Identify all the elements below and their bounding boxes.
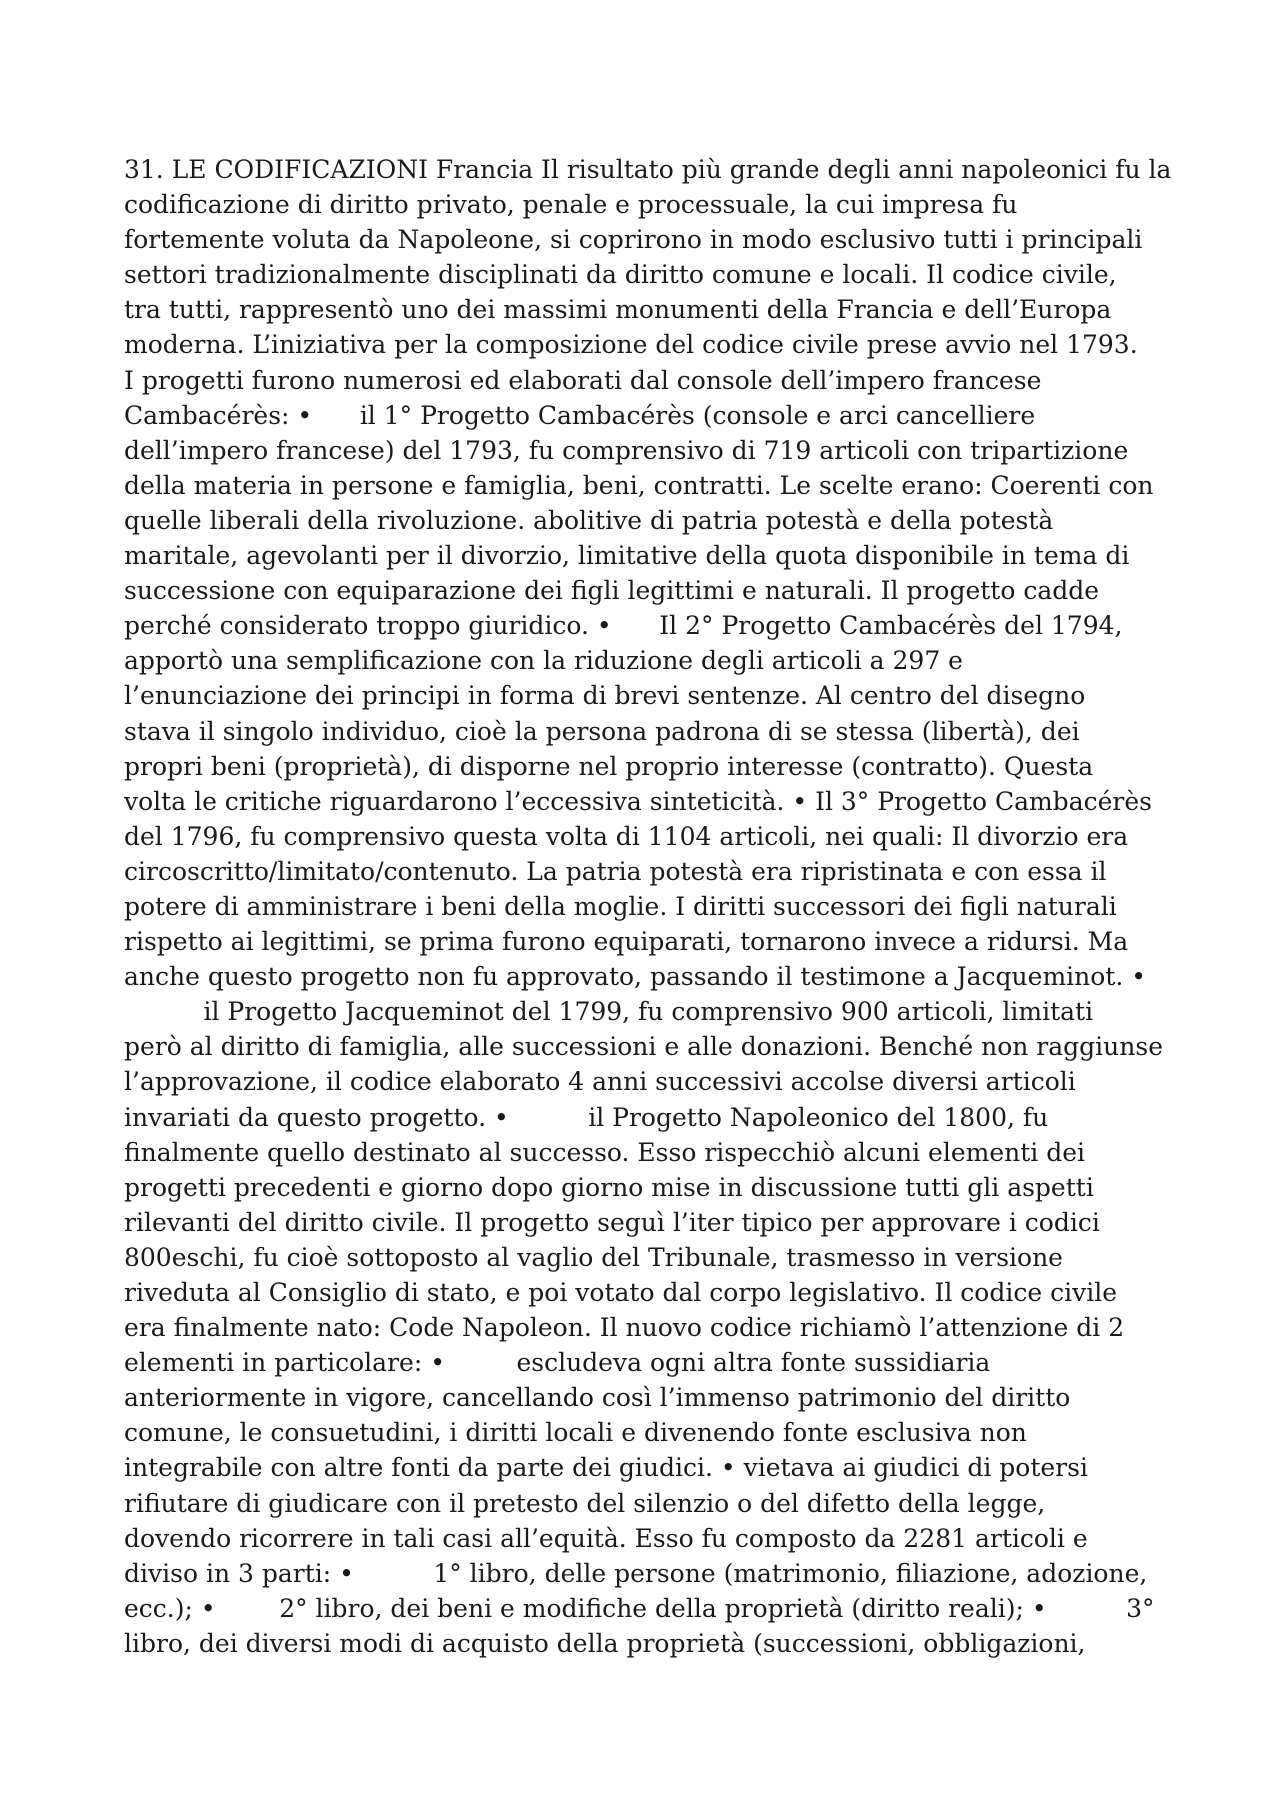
text-line-43: libro, dei diversi modi di acquisto della proprietà (successioni, obbligazioni, xyxy=(124,1628,1086,1658)
text-line-38: integrabile con altre fonti da parte dei giudici. • vietava ai giudici di potersi xyxy=(124,1453,1088,1483)
text-line-12: maritale, agevolanti per il divorzio, limitative della quota disponibile in tema di xyxy=(124,541,1130,571)
text-line-25: il Progetto Jacqueminot del 1799, fu comprensivo 900 articoli, limitati xyxy=(124,997,1094,1027)
text-line-4: settori tradizionalmente disciplinati da diritto comune e locali. Il codice civile, xyxy=(124,260,1117,290)
text-line-20: del 1796, fu comprensivo questa volta di 1104 articoli, nei quali: Il divorzio era xyxy=(124,821,1129,851)
text-line-2: codificazione di diritto privato, penale e processuale, la cui impresa fu xyxy=(124,190,1018,220)
text-line-40: dovendo ricorrere in tali casi all’equità. Esso fu composto da 2281 articoli e xyxy=(124,1523,1088,1553)
text-line-30: progetti precedenti e giorno dopo giorno mise in discussione tutti gli aspetti xyxy=(124,1172,1094,1202)
text-line-28: invariati da questo progetto. • il Progetto Napoleonico del 1800, fu xyxy=(124,1102,1049,1132)
text-line-41: diviso in 3 parti: • 1° libro, delle persone (matrimonio, filiazione, adozione, xyxy=(124,1558,1148,1588)
text-line-32: 800eschi, fu cioè sottoposto al vaglio del Tribunale, trasmesso in versione xyxy=(124,1242,1063,1272)
text-line-18: propri beni (proprietà), di disporne nel proprio interesse (contratto). Questa xyxy=(124,751,1094,781)
text-line-7: I progetti furono numerosi ed elaborati dal console dell’impero francese xyxy=(124,365,1042,395)
text-line-21: circoscritto/limitato/contenuto. La patria potestà era ripristinata e con essa il xyxy=(124,856,1107,886)
text-line-1: 31. LE CODIFICAZIONI Francia Il risultato più grande degli anni napoleonici fu la xyxy=(124,155,1172,184)
text-line-34: era finalmente nato: Code Napoleon. Il nuovo codice richiamò l’attenzione di 2 xyxy=(124,1313,1125,1343)
text-line-24: anche questo progetto non fu approvato, passando il testimone a Jacqueminot. • xyxy=(124,962,1146,992)
text-line-33: riveduta al Consiglio di stato, e poi votato dal corpo legislativo. Il codice civile xyxy=(124,1278,1118,1307)
text-line-19: volta le critiche riguardarono l’eccessiva sinteticità. • Il 3° Progetto Cambacérès xyxy=(124,786,1152,816)
text-line-15: apportò una semplificazione con la riduzione degli articoli a 297 e xyxy=(124,646,963,676)
body-text xyxy=(124,152,1184,1661)
text-line-29: finalmente quello destinato al successo. Esso rispecchiò alcuni elementi dei xyxy=(124,1137,1086,1167)
text-line-36: anteriormente in vigore, cancellando così l’immenso patrimonio del diritto xyxy=(124,1383,1071,1413)
text-line-22: potere di amministrare i beni della moglie. I diritti successori dei figli naturali xyxy=(124,891,1117,921)
text-line-26: però al diritto di famiglia, alle successioni e alle donazioni. Benché non raggiunse xyxy=(124,1032,1163,1062)
text-line-8: Cambacérès: • il 1° Progetto Cambacérès (console e arci cancelliere xyxy=(124,400,1036,430)
text-line-17: stava il singolo individuo, cioè la persona padrona di se stessa (libertà), dei xyxy=(124,716,1080,746)
text-line-6: moderna. L’iniziativa per la composizione del codice civile prese avvio nel 1793. xyxy=(124,330,1138,360)
text-line-10: della materia in persone e famiglia, beni, contratti. Le scelte erano: Coerenti con xyxy=(124,470,1154,500)
text-line-31: rilevanti del diritto civile. Il progetto seguì l’iter tipico per approvare i codici xyxy=(124,1207,1100,1237)
text-line-16: l’enunciazione dei principi in forma di brevi sentenze. Al centro del disegno xyxy=(124,681,1086,711)
text-line-23: rispetto ai legittimi, se prima furono equiparati, tornarono invece a ridursi. Ma xyxy=(124,927,1129,957)
text-line-13: successione con equiparazione dei figli legittimi e naturali. Il progetto cadde xyxy=(124,576,1100,606)
text-line-14: perché considerato troppo giuridico. • Il 2° Progetto Cambacérès del 1794, xyxy=(124,611,1123,641)
text-line-42: ecc.); • 2° libro, dei beni e modifiche della proprietà (diritto reali); • 3° xyxy=(124,1593,1155,1623)
text-line-5: tra tutti, rappresentò uno dei massimi monumenti della Francia e dell’Europa xyxy=(124,295,1112,325)
text-line-37: comune, le consuetudini, i diritti locali e divenendo fonte esclusiva non xyxy=(124,1418,1027,1448)
text-line-39: rifiutare di giudicare con il pretesto del silenzio o del difetto della legge, xyxy=(124,1488,1046,1518)
text-line-9: dell’impero francese) del 1793, fu comprensivo di 719 articoli con tripartizione xyxy=(124,435,1129,465)
text-line-3: fortemente voluta da Napoleone, si coprirono in modo esclusivo tutti i principali xyxy=(124,225,1143,255)
text-line-27: l’approvazione, il codice elaborato 4 anni successivi accolse diversi articoli xyxy=(124,1067,1076,1097)
text-line-35: elementi in particolare: • escludeva ogni altra fonte sussidiaria xyxy=(124,1348,991,1378)
text-line-11: quelle liberali della rivoluzione. abolitive di patria potestà e della potestà xyxy=(124,505,1054,535)
